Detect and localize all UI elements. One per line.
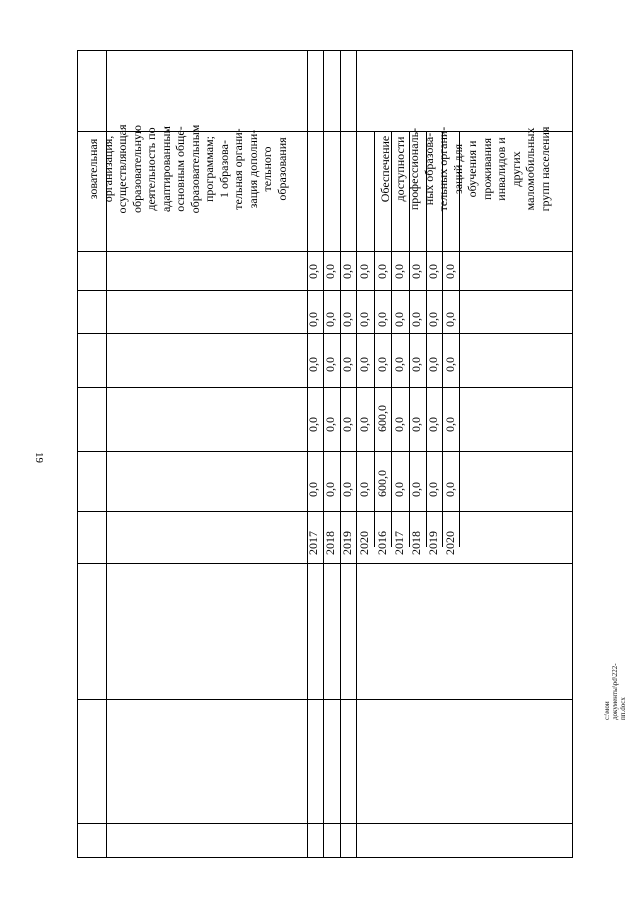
program-text-line: зация дополни- [245, 129, 260, 209]
year-cell: 2020 [443, 531, 457, 555]
table-line [78, 333, 573, 334]
table-line [78, 823, 573, 824]
value-cell: 0,0 [306, 417, 320, 432]
value-cell: 0,0 [340, 264, 354, 279]
value-cell: 600,0 [375, 470, 389, 497]
value-cell: 0,0 [443, 312, 457, 327]
table-line [307, 51, 308, 857]
program-text-line: ных образова- [421, 132, 436, 206]
program-text-line: образовательную [129, 124, 144, 214]
value-cell: 0,0 [357, 357, 371, 372]
value-cell: 0,0 [392, 417, 406, 432]
program-text-line: Обеспечение [378, 135, 392, 203]
program-text-line: заций для [450, 144, 465, 194]
value-cell: 0,0 [323, 312, 337, 327]
value-cell: 600,0 [375, 405, 389, 432]
value-cell: 0,0 [306, 264, 320, 279]
year-cell: 2020 [357, 531, 371, 555]
value-cell: 0,0 [323, 482, 337, 497]
program-text-line: образования [274, 137, 289, 201]
footer-path: c:\мои документы\pd\222-пп.docx [603, 663, 627, 720]
value-cell: 0,0 [426, 417, 440, 432]
program-text-line: тельного [260, 146, 274, 192]
program-text-line: 1 образова- [216, 140, 231, 198]
value-cell: 0,0 [323, 417, 337, 432]
value-cell: 0,0 [409, 482, 423, 497]
value-cell: 0,0 [426, 357, 440, 372]
program-name-cell [86, 84, 289, 254]
value-cell: 0,0 [426, 312, 440, 327]
program-text-line: групп населения [537, 126, 552, 212]
value-cell: 0,0 [375, 357, 389, 372]
program-text-line: деятельность по [144, 127, 158, 211]
table-line [323, 51, 324, 857]
value-cell: 0,0 [306, 357, 320, 372]
value-cell: 0,0 [375, 264, 389, 279]
table-line [340, 51, 341, 857]
year-cell: 2017 [306, 531, 320, 555]
value-cell: 0,0 [340, 357, 354, 372]
value-cell: 0,0 [357, 264, 371, 279]
value-cell: 0,0 [409, 357, 423, 372]
program-text-line: других [508, 151, 523, 187]
program-text-line: тельная органи- [231, 128, 245, 210]
program-text-line: профессиональ- [407, 127, 421, 211]
value-cell: 0,0 [409, 417, 423, 432]
program-text-line: доступности [392, 136, 407, 202]
value-cell: 0,0 [306, 312, 320, 327]
table-line [356, 51, 357, 857]
program-text-line: маломобильных [523, 127, 537, 211]
value-cell: 0,0 [443, 482, 457, 497]
year-cell: 2019 [340, 531, 354, 555]
value-cell: 0,0 [357, 482, 371, 497]
program-name-cell [378, 84, 552, 254]
value-cell: 0,0 [340, 482, 354, 497]
value-cell: 0,0 [392, 264, 406, 279]
program-text-line: обучения и [465, 140, 479, 198]
value-cell: 0,0 [375, 312, 389, 327]
year-cell: 2018 [323, 531, 337, 555]
table-line [78, 511, 573, 512]
value-cell: 0,0 [443, 417, 457, 432]
value-cell: 0,0 [426, 482, 440, 497]
year-cell: 2016 [375, 531, 389, 555]
value-cell: 0,0 [306, 482, 320, 497]
program-text-line: зовательная [86, 138, 100, 200]
value-cell: 0,0 [426, 264, 440, 279]
value-cell: 0,0 [392, 312, 406, 327]
year-cell: 2019 [426, 531, 440, 555]
year-cell: 2018 [409, 531, 423, 555]
value-cell: 0,0 [443, 264, 457, 279]
table-line [78, 699, 573, 700]
value-cell: 0,0 [323, 264, 337, 279]
program-text-line: проживания [479, 137, 494, 201]
table-line [78, 451, 573, 452]
value-cell: 0,0 [443, 357, 457, 372]
year-cell: 2017 [392, 531, 406, 555]
page-number: 19 [33, 452, 45, 463]
value-cell: 0,0 [340, 312, 354, 327]
program-text-line: организация, [100, 135, 115, 203]
value-cell: 0,0 [323, 357, 337, 372]
table-line [78, 290, 573, 291]
value-cell: 0,0 [392, 357, 406, 372]
value-cell: 0,0 [409, 312, 423, 327]
program-text-line: программам; [202, 135, 216, 203]
program-text-line: основным обще- [173, 126, 187, 212]
program-text-line: инвалидов и [494, 137, 508, 201]
table-line [78, 387, 573, 388]
value-cell: 0,0 [340, 417, 354, 432]
value-cell: 0,0 [392, 482, 406, 497]
table-line [78, 563, 573, 564]
value-cell: 0,0 [357, 312, 371, 327]
value-cell: 0,0 [357, 417, 371, 432]
program-text-line: тельных органи- [436, 126, 450, 212]
value-cell: 0,0 [409, 264, 423, 279]
program-text-line: образовательным [187, 124, 202, 214]
program-text-line: адаптированным [158, 125, 173, 213]
program-text-line: осуществляющая [115, 124, 129, 214]
